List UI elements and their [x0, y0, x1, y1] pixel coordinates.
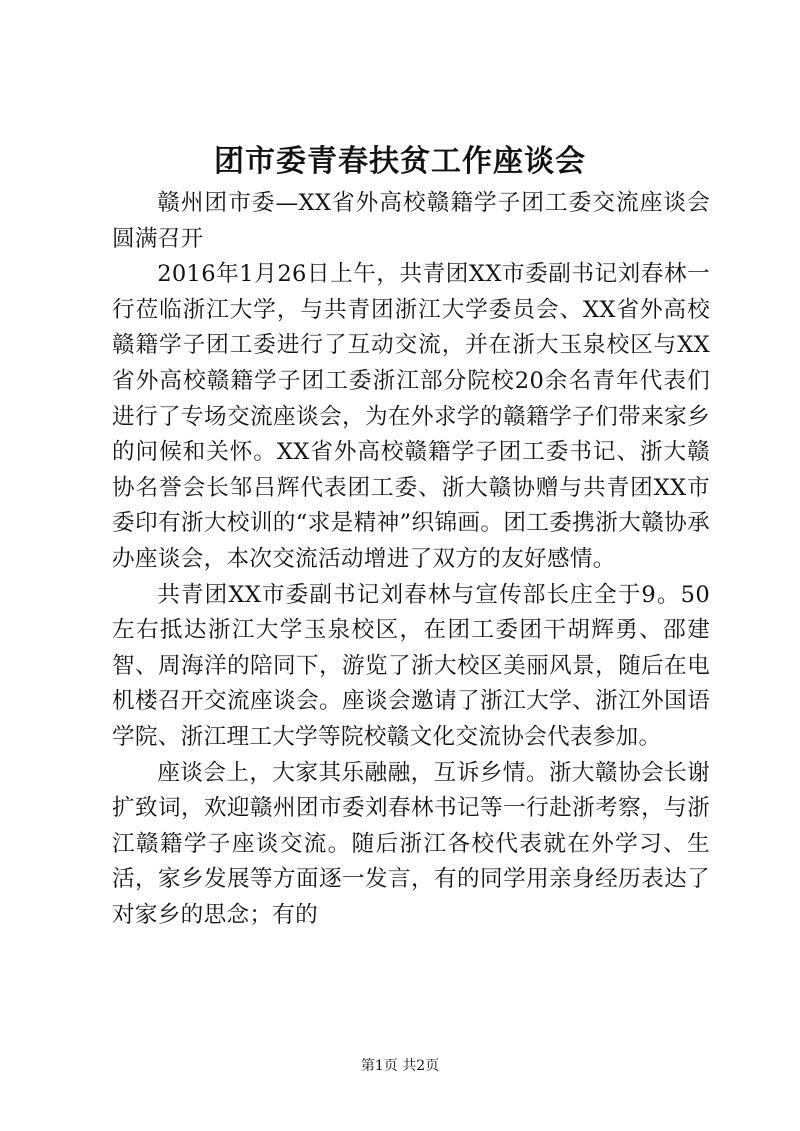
paragraph-2: 共青团XX市委副书记刘春林与宣传部长庄全于9。50左右抵达浙江大学玉泉校区，在团工委团干胡辉勇、邵建智、周海洋的陪同下，游览了浙大校区美丽风景，随后在电机楼召开交流座谈会。座谈会邀请了浙江大学、浙江外国语学院、浙江理工大学等院校赣文化交流协会代表参加。 [112, 581, 710, 750]
paragraph-1: 2016年1月26日上午，共青团XX市委副书记刘春林一行莅临浙江大学，与共青团浙江大学委员会、XX省外高校赣籍学子团工委进行了互动交流，并在浙大玉泉校区与XX省外高校赣籍学子团工委浙江部分院校20余名青年代表们进行了专场交流座谈会，为在外求学的赣籍学子们带来家乡的问候和关怀。XX省外高校赣籍学子团工委书记、浙大赣协名誉会长邹吕辉代表团工委、浙大赣协赠与共青团XX市委印有浙大校训的“求是精神”织锦画。团工委携浙大赣协承办座谈会，本次交流活动增进了双方的友好感情。 [112, 261, 710, 572]
page-number-footer: 第1页 共2页 [360, 1058, 440, 1074]
paragraph-subtitle: 赣州团市委—XX省外高校赣籍学子团工委交流座谈会圆满召开 [112, 190, 710, 252]
document-title: 团市委青春扶贫工作座谈会 [214, 144, 586, 179]
paragraph-3: 座谈会上，大家其乐融融，互诉乡情。浙大赣协会长谢扩致词，欢迎赣州团市委刘春林书记等一行赴浙考察，与浙江赣籍学子座谈交流。随后浙江各校代表就在外学习、生活，家乡发展等方面逐一发言，有的同学用亲身经历表达了对家乡的思念；有的 [112, 759, 710, 928]
document-body [112, 186, 710, 933]
